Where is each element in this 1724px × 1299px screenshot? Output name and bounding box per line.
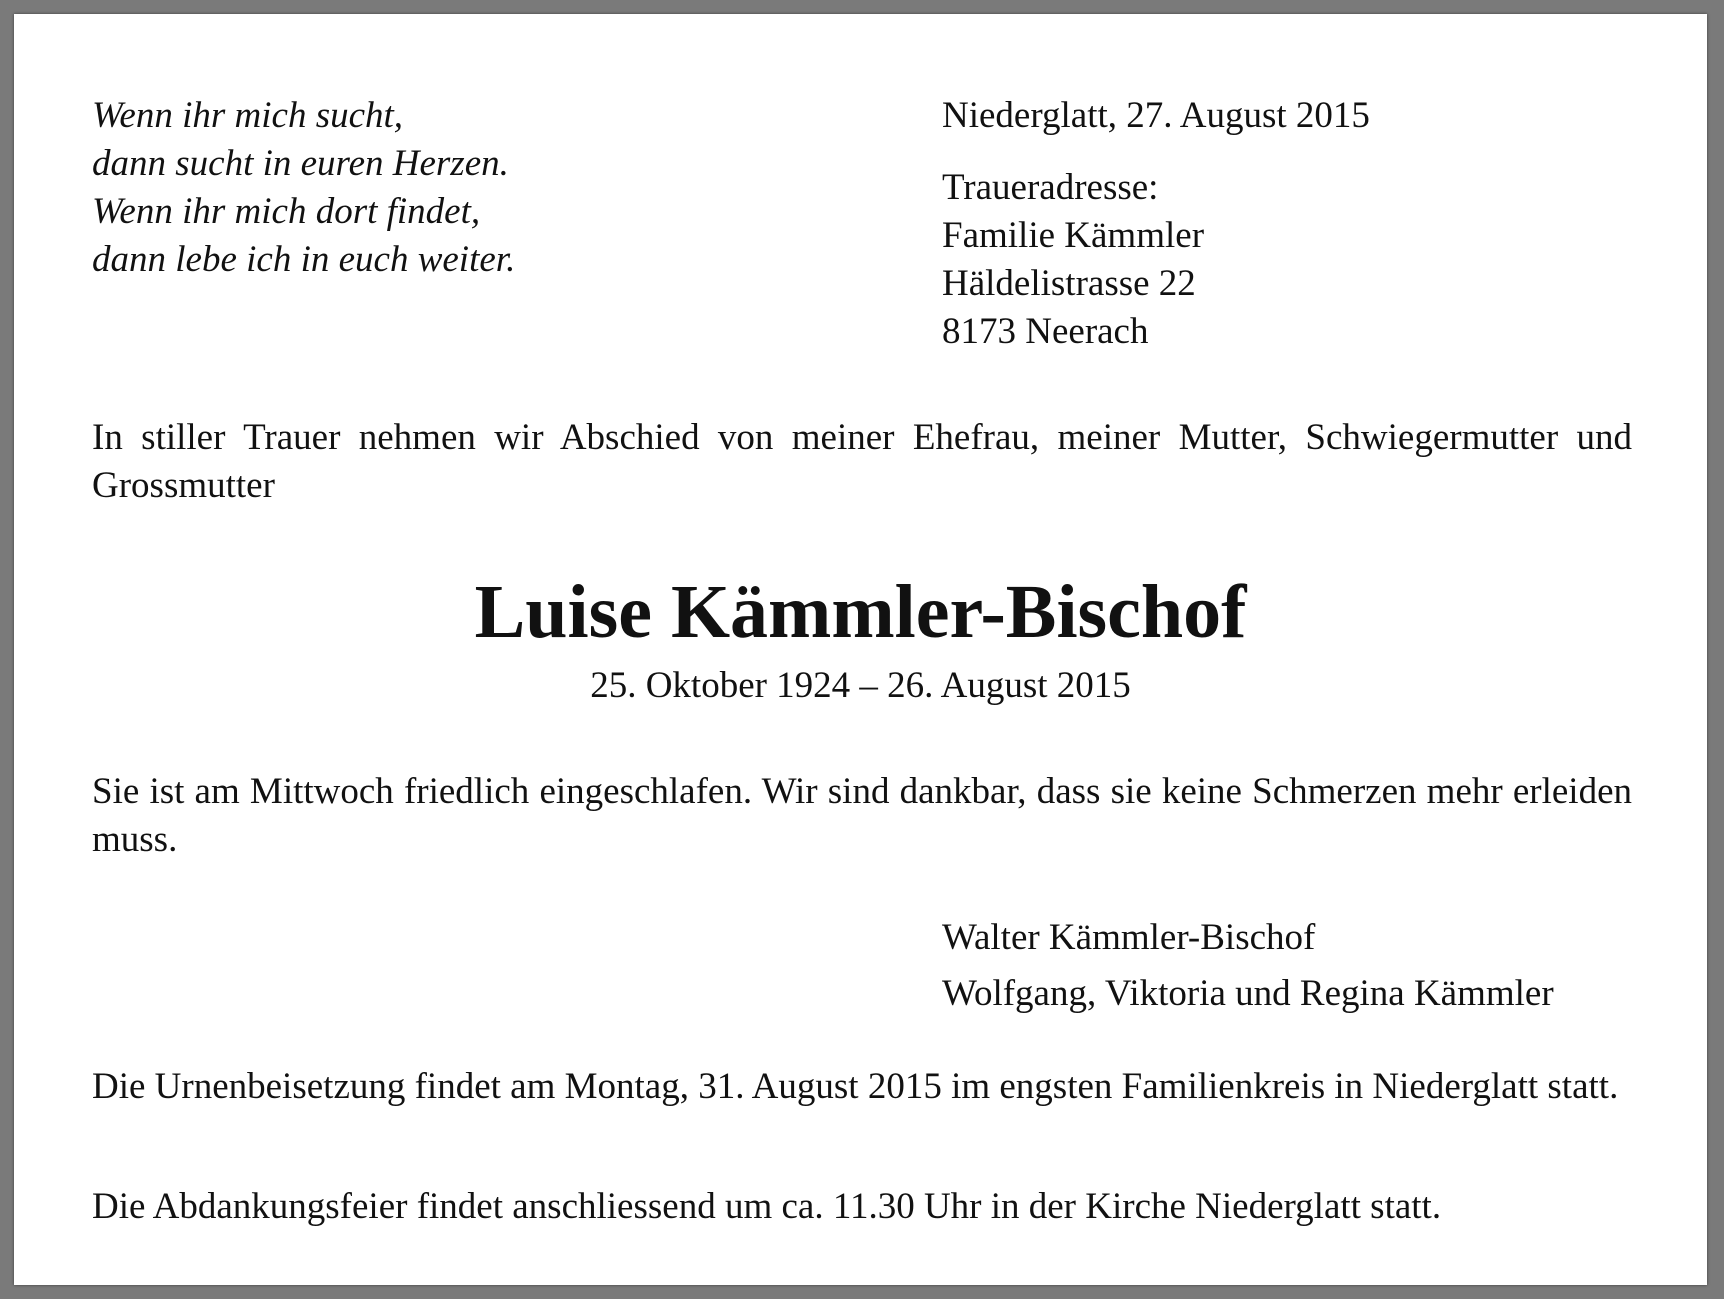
signers [942, 910, 1554, 1022]
poem-line: Wenn ihr mich dort findet, [92, 191, 481, 232]
passing-text: Sie ist am Mittwoch friedlich eingeschlafen. Wir sind dankbar, dass sie keine Schmerzen mehr erleiden muss. [92, 771, 1632, 860]
poem-line: dann sucht in euren Herzen. [92, 143, 509, 184]
obituary-page [14, 14, 1707, 1285]
deceased-name: Luise Kämmler-Bischof [474, 570, 1247, 654]
intro-text: In stiller Trauer nehmen wir Abschied von meiner Ehefrau, meiner Mutter, Schwiegermutter und Grossmutter [92, 417, 1632, 506]
farewell-text: Die Abdankungsfeier findet anschliessend um ca. 11.30 Uhr in der Kirche Niederglatt statt. [92, 1186, 1442, 1227]
poem [92, 92, 515, 284]
life-dates: 25. Oktober 1924 – 26. August 2015 [590, 665, 1131, 706]
poem-line: Wenn ihr mich sucht, [92, 95, 404, 136]
signer: Wolfgang, Viktoria und Regina Kämmler [942, 973, 1554, 1014]
urn-burial-text: Die Urnenbeisetzung findet am Montag, 31. August 2015 im engsten Familienkreis in Niederglatt statt. [92, 1066, 1619, 1107]
place-date: Niederglatt, 27. August 2015 [942, 95, 1370, 136]
signer: Walter Kämmler-Bischof [942, 917, 1316, 958]
mourning-address [942, 164, 1370, 356]
address-label: Traueradresse: [942, 167, 1159, 208]
poem-line: dann lebe ich in euch weiter. [92, 239, 516, 280]
header-right-column [942, 92, 1370, 356]
address-family: Familie Kämmler [942, 215, 1205, 256]
address-street: Häldelistrasse 22 [942, 263, 1196, 304]
address-city: 8173 Neerach [942, 311, 1149, 352]
